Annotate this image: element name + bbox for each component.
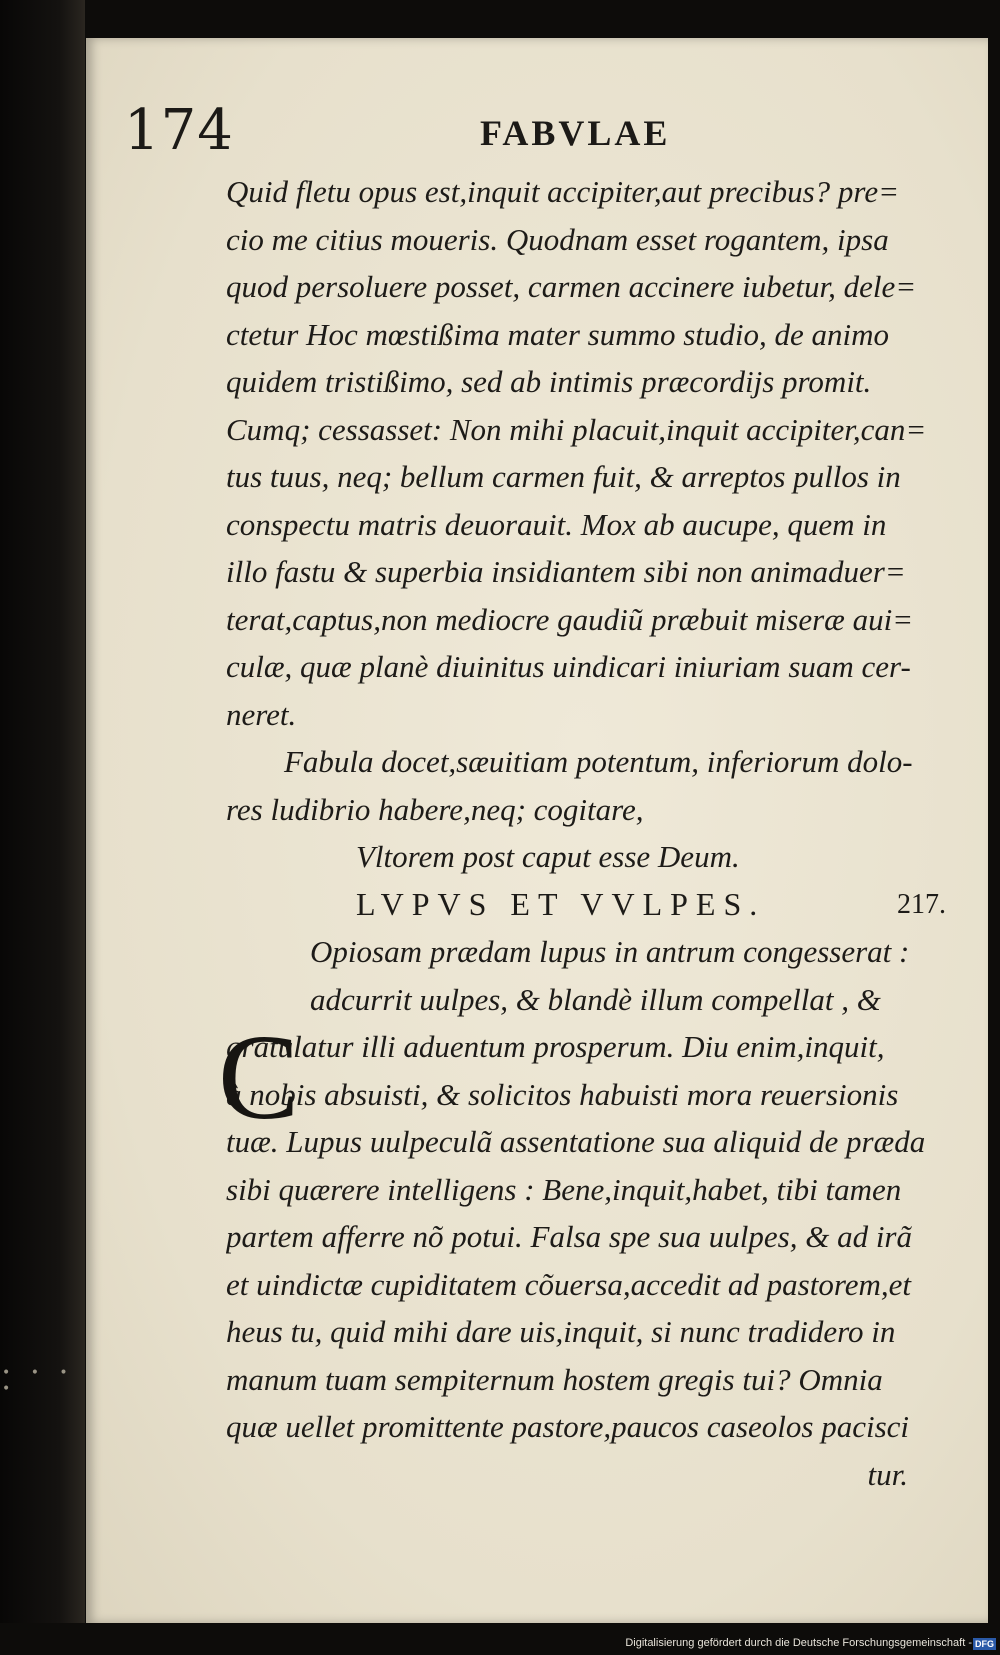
verse-line: Vltorem post caput esse Deum. bbox=[356, 839, 740, 874]
text-line: quod persoluere posset, carmen accinere iubetur, dele= bbox=[226, 269, 917, 304]
text-line: tus tuus, neq; bellum carmen fuit, & arreptos pullos in bbox=[226, 459, 901, 494]
edge-dots: • • • • bbox=[2, 1365, 76, 1397]
drop-cap: C bbox=[218, 1010, 300, 1145]
fable-title: LVPVS ET VVLPES. bbox=[356, 885, 766, 922]
text-line: Cumq; cessasset: Non mihi placuit,inquit accipiter,can= bbox=[226, 411, 927, 447]
fable-line: tur. bbox=[867, 1456, 908, 1492]
fable-line: Opiosam prædam lupus in antrum congesserat : bbox=[310, 934, 910, 969]
book-spine-edge bbox=[0, 0, 85, 1655]
digitization-credit: Digitalisierung gefördert durch die Deutsche Forschungsgemeinschaft - bbox=[625, 1637, 972, 1649]
fable-line: adcurrit uulpes, & blandè illum compellat , & bbox=[310, 981, 881, 1017]
footer-bar bbox=[0, 1623, 1000, 1655]
fable-title-row bbox=[226, 881, 966, 929]
fable-line: heus tu, quid mihi dare uis,inquit, si nunc tradidero in bbox=[226, 1314, 896, 1349]
text-line: illo fastu & superbia insidiantem sibi non animaduer= bbox=[226, 554, 906, 589]
fable-line: tuæ. Lupus uulpeculã assentatione sua aliquid de præda bbox=[226, 1124, 926, 1159]
text-line: neret. bbox=[226, 696, 297, 732]
moral-line: res ludibrio habere,neq; cogitare, bbox=[226, 791, 644, 827]
page-text bbox=[218, 168, 966, 1498]
moral-line: Fabula docet,sæuitiam potentum, inferiorum dolo- bbox=[284, 744, 913, 779]
text-line: ctetur Hoc mœstißima mater summo studio, de animo bbox=[226, 316, 890, 352]
fable-line: sibi quærere intelligens : Bene,inquit,habet, tibi tamen bbox=[226, 1171, 902, 1207]
fable-number: 217. bbox=[897, 888, 946, 920]
fable-line: et uindictæ cupiditatem cõuersa,accedit ad pastorem,et bbox=[226, 1266, 912, 1302]
text-line: quidem tristißimo, sed ab intimis præcordijs promit. bbox=[226, 364, 872, 399]
running-head: FABVLAE bbox=[480, 113, 671, 153]
fable-line: partem afferre nõ potui. Falsa spe sua uulpes, & ad irã bbox=[226, 1219, 912, 1254]
fable-line: quæ uellet promittente pastore,paucos caseolos pacisci bbox=[226, 1409, 910, 1444]
dfg-logo: DFG bbox=[975, 1639, 994, 1649]
text-line: cio me citius moueris. Quodnam esset rogantem, ipsa bbox=[226, 221, 889, 257]
page-number: 174 bbox=[124, 98, 234, 163]
text-line: culæ, quæ planè diuinitus uindicari iniuriam suam cer- bbox=[226, 649, 911, 684]
text-line: Quid fletu opus est,inquit accipiter,aut precibus? pre= bbox=[226, 174, 899, 209]
fable-line: manum tuam sempiternum hostem gregis tui? Omnia bbox=[226, 1361, 883, 1397]
text-line: terat,captus,non mediocre gaudiũ præbuit miseræ aui= bbox=[226, 601, 914, 637]
text-line: conspectu matris deuorauit. Mox ab aucupe, quem in bbox=[226, 506, 887, 542]
fable-line: à nobis absuisti, & solicitos habuisti mora reuersionis bbox=[226, 1076, 899, 1112]
fable-line: gratulatur illi aduentum prosperum. Diu enim,inquit, bbox=[226, 1029, 885, 1064]
